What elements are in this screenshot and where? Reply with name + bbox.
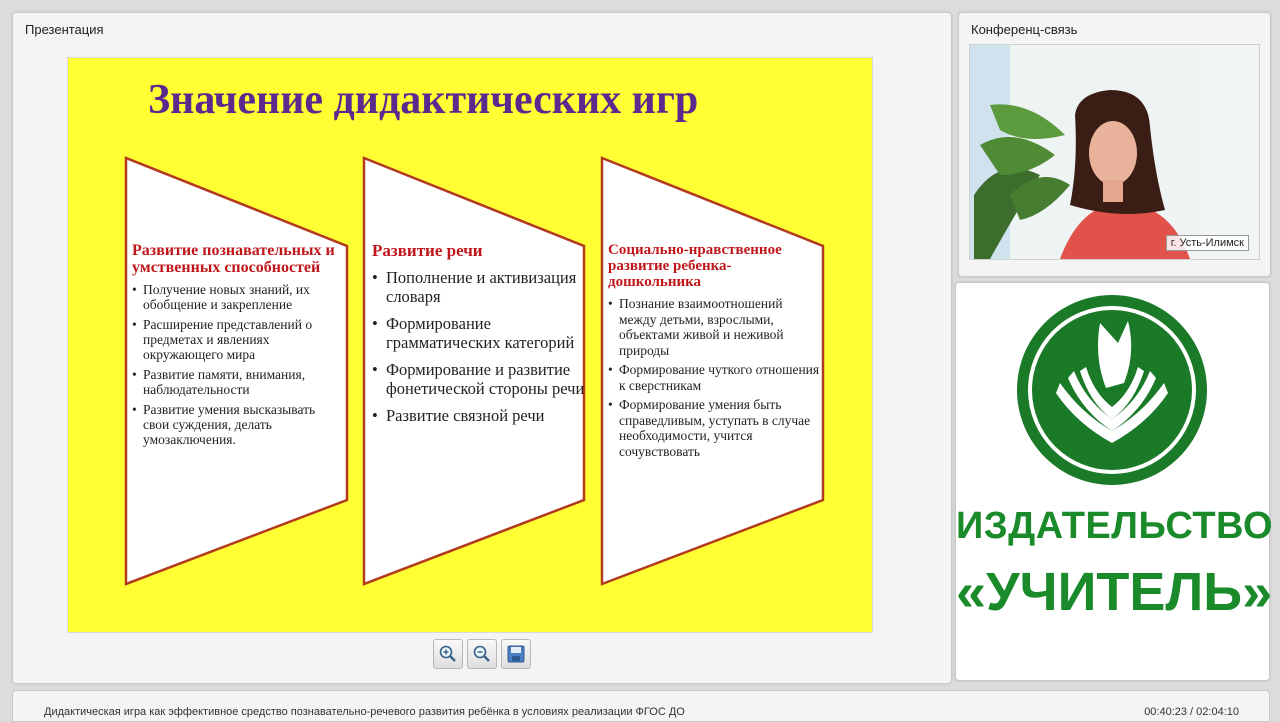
list-item: • Расширение представлений о предметах и явлениях окружающего мира [132,317,342,362]
slide-title: Значение дидактических игр [148,77,699,123]
slide [67,57,873,633]
column-heading: Социально-нравственное развитие ребенка-дошкольника [608,242,782,290]
video-feed [969,44,1260,260]
list-item: • Познание взаимоотношений между детьми, взрослыми, объектами живой и неживой природы [608,296,822,358]
list-item: • Формирование умения быть справедливым, уступать в случае необходимости, учится сочувствовать [608,397,822,459]
presentation-panel [12,12,952,684]
list-item: • Пополнение и активизация словаря [372,268,586,306]
column-speech [372,242,586,433]
list-item: • Формирование чуткого отношения к сверстникам [608,362,822,393]
conference-panel [958,12,1271,277]
publisher-emblem-icon [956,283,1269,503]
publisher-name-line1: ИЗДАТЕЛЬСТВО [956,505,1274,547]
save-button[interactable] [501,639,531,669]
zoom-in-icon [438,644,458,664]
zoom-out-icon [472,644,492,664]
column-social [608,242,822,463]
column-cognitive [132,242,342,452]
column-heading: Развитие речи [372,241,483,260]
location-label: г. Усть-Илимск [1166,235,1249,251]
publisher-logo-panel [955,282,1274,681]
column-heading: Развитие познавательных и умственных способностей [132,242,335,276]
list-item: • Развитие связной речи [372,406,586,425]
playback-time: 00:40:23 / 02:04:10 [1144,706,1239,718]
webcam-image [970,45,1259,259]
list-item: • Развитие памяти, внимания, наблюдательности [132,367,342,397]
presentation-panel-title: Презентация [25,22,104,37]
footer-bar [12,690,1270,722]
publisher-name-line2: «УЧИТЕЛЬ» [956,562,1273,622]
conference-panel-title: Конференц-связь [971,22,1078,37]
course-title: Дидактическая игра как эффективное средство познавательно-речевого развития ребёнка в условиях реализации ФГОС ДО [44,706,685,718]
list-item: • Формирование и развитие фонетической стороны речи [372,360,586,398]
zoom-in-button[interactable] [433,639,463,669]
save-icon [506,644,526,664]
list-item: • Получение новых знаний, их обобщение и закрепление [132,282,342,312]
zoom-out-button[interactable] [467,639,497,669]
list-item: • Формирование грамматических категорий [372,314,586,352]
list-item: • Развитие умения высказывать свои суждения, делать умозаключения. [132,402,342,447]
